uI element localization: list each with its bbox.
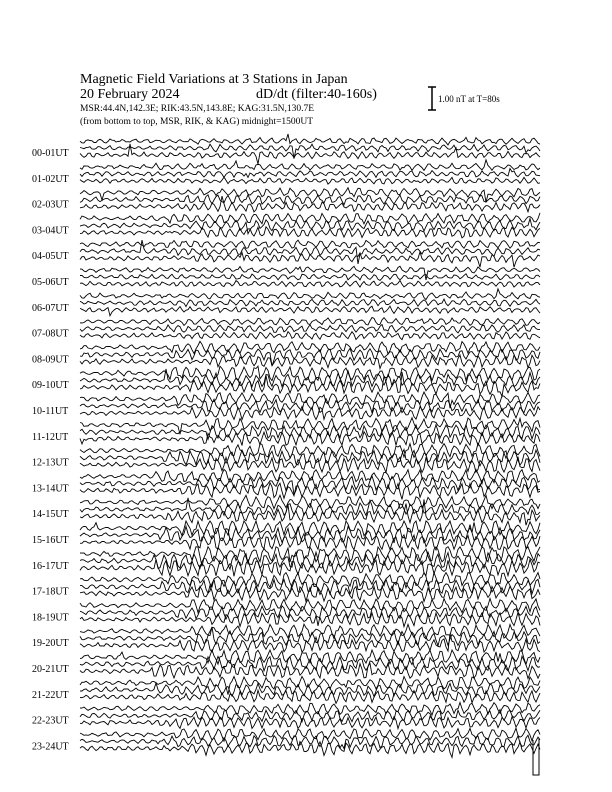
hour-row-12-13UT [32,444,540,473]
trace-MSR-22-23UT [80,716,540,728]
hour-label: 08-09UT [32,354,69,366]
date-label: 20 February 2024 [80,87,180,102]
trace-RIK-22-23UT [80,710,540,722]
hour-label: 19-20UT [32,638,69,650]
trace-MSR-08-09UT [80,355,540,368]
hour-row-13-14UT [32,469,540,499]
trace-RIK-05-06UT [80,274,540,281]
hour-label: 11-12UT [32,431,69,443]
trace-MSR-12-13UT [80,457,540,473]
trace-KAG-01-02UT [80,160,540,171]
trace-KAG-09-10UT [80,366,540,381]
hour-row-03-04UT [32,213,540,238]
trace-MSR-03-04UT [80,227,540,238]
hour-label: 23-24UT [32,741,69,753]
hour-row-22-23UT [32,703,540,729]
trace-KAG-14-15UT [80,495,540,509]
hour-row-06-07UT [32,289,540,316]
trace-KAG-23-24UT [80,728,540,741]
hour-label: 17-18UT [32,586,69,598]
hour-row-10-11UT [32,392,540,420]
trace-KAG-03-04UT [80,213,540,224]
hour-row-00-01UT [32,134,540,164]
trace-RIK-21-22UT [80,683,540,697]
hour-label: 15-16UT [32,535,69,546]
hour-row-05-06UT [32,266,540,288]
hour-label: 02-03UT [32,199,69,211]
trace-RIK-08-09UT [80,348,540,366]
trace-RIK-18-19UT [80,606,540,626]
hour-label: 07-08UT [32,328,69,340]
hour-row-17-18UT [32,573,540,602]
hour-label: 04-05UT [32,251,69,263]
hour-label: 14-15UT [32,509,69,521]
hour-row-18-19UT [32,598,540,626]
hour-label: 05-06UT [32,277,69,288]
trace-MSR-04-05UT [80,252,540,267]
hour-row-04-05UT [32,240,540,267]
trace-MSR-21-22UT [80,690,540,703]
hour-row-01-02UT [32,160,540,185]
hour-row-21-22UT [32,676,540,703]
trace-MSR-17-18UT [80,585,540,601]
trace-KAG-18-19UT [80,598,540,612]
hour-row-07-08UT [32,318,540,340]
component-label: dD/dt (filter:40-160s) [256,87,377,102]
trace-MSR-13-14UT [80,483,540,500]
hour-row-23-24UT [32,728,540,757]
trace-MSR-20-21UT [80,663,540,678]
hour-label: 03-04UT [32,225,69,237]
trace-MSR-01-02UT [80,177,540,184]
hour-row-14-15UT [32,495,540,525]
hour-label: 06-07UT [32,302,69,314]
hour-rows [32,134,540,775]
stations-label: MSR:44.4N,142.3E; RIK:43.5N,143.8E; KAG:31.5N,130.7E [80,104,315,114]
hour-label: 18-19UT [32,612,69,624]
trace-KAG-00-01UT [80,134,540,145]
hour-label: 12-13UT [32,457,69,469]
trace-KAG-17-18UT [80,573,540,588]
hour-row-09-10UT [32,366,540,396]
trace-MSR-07-08UT [80,332,540,340]
trace-KAG-15-16UT [80,521,540,536]
trace-KAG-22-23UT [80,703,540,716]
hour-row-02-03UT [32,188,540,212]
hour-row-08-09UT [32,341,540,368]
hour-label: 01-02UT [32,173,69,185]
order-note: (from bottom to top, MSR, RIK, & KAG) midnight=1500UT [80,117,314,127]
hour-label: 22-23UT [32,715,69,727]
hour-label: 16-17UT [32,560,69,572]
hour-label: 10-11UT [32,406,69,417]
hour-row-15-16UT [32,521,540,550]
hour-label: 20-21UT [32,664,69,675]
trace-KAG-06-07UT [80,289,540,300]
hour-row-11-12UT [32,418,540,446]
trace-RIK-11-12UT [80,425,540,440]
hour-label: 13-14UT [32,483,69,495]
trace-RIK-02-03UT [80,195,540,205]
trace-MSR-05-06UT [80,281,540,288]
hour-row-19-20UT [32,624,540,652]
hour-label: 21-22UT [32,689,69,701]
trace-RIK-06-07UT [80,299,540,307]
chart-title: Magnetic Field Variations at 3 Stations in Japan [80,72,348,87]
scale-label: 1.00 nT at T=80s [438,94,500,104]
scale-bar [428,87,436,110]
trace-KAG-21-22UT [80,676,540,694]
hour-row-20-21UT [32,650,540,679]
trace-MSR-06-07UT [80,306,540,316]
hour-label: 00-01UT [32,148,69,159]
trace-RIK-07-08UT [80,325,540,333]
trace-KAG-04-05UT [80,240,540,248]
hour-row-16-17UT [32,547,540,577]
hour-label: 09-10UT [32,380,69,392]
